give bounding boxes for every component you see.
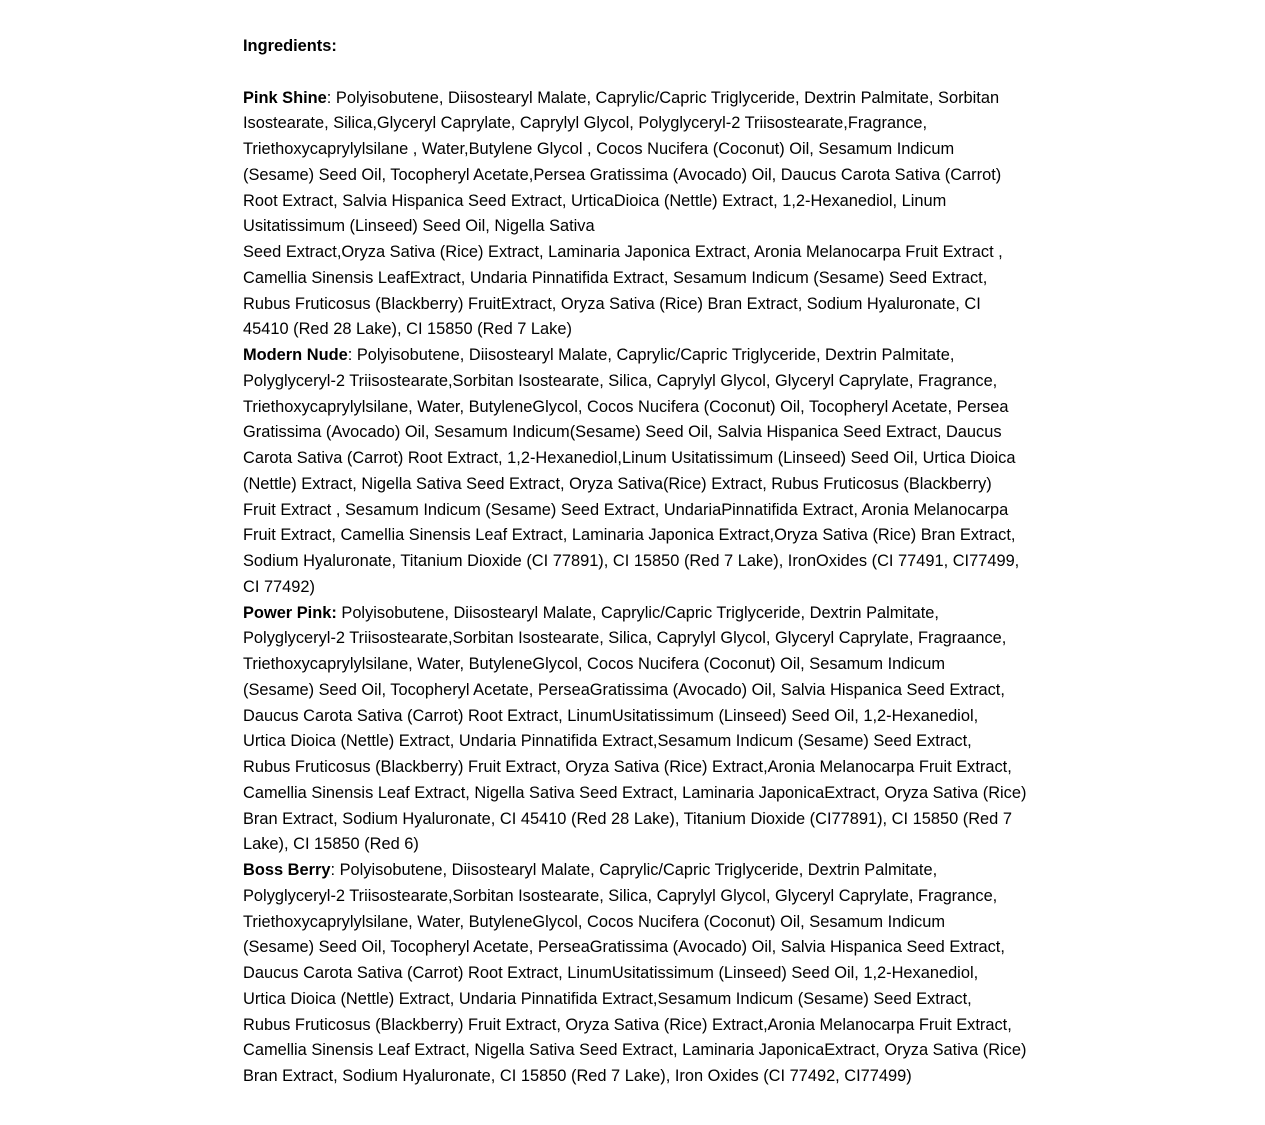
ingredient-line: (Sesame) Seed Oil, Tocopheryl Acetate,Persea Gratissima (Avocado) Oil, Daucus Carota Sativa (Carrot) — [243, 165, 1002, 184]
ingredient-line: (Sesame) Seed Oil, Tocopheryl Acetate, PerseaGratissima (Avocado) Oil, Salvia Hispanica Seed Extract, — [243, 680, 1005, 699]
ingredient-line: Gratissima (Avocado) Oil, Sesamum Indicum(Sesame) Seed Oil, Salvia Hispanica Seed Extract, Daucus — [243, 423, 1002, 442]
ingredient-line: Bran Extract, Sodium Hyaluronate, CI 15850 (Red 7 Lake), Iron Oxides (CI 77492, CI77499) — [243, 1067, 912, 1085]
ingredient-line: CI 77492) — [243, 577, 315, 596]
ingredient-line: Daucus Carota Sativa (Carrot) Root Extract, LinumUsitatissimum (Linseed) Seed Oil, 1,2-Hexanediol, — [243, 964, 979, 982]
product-name: Modern Nude — [243, 346, 348, 364]
ingredient-line: Triethoxycaprylylsilane, Water, ButyleneGlycol, Cocos Nucifera (Coconut) Oil, Sesamum Indicum — [243, 655, 946, 673]
product-boss-berry — [243, 858, 1033, 1090]
ingredient-line: Polyglyceryl-2 Triisostearate,Sorbitan Isostearate, Silica, Caprylyl Glycol, Glyceryl Caprylate, Fragrance, — [243, 886, 998, 905]
ingredient-line: Seed Extract,Oryza Sativa (Rice) Extract, Laminaria Japonica Extract, Aronia Melanocarpa Fruit Extract , — [243, 243, 1003, 261]
ingredient-line: Power Pink: Polyisobutene, Diisostearyl Malate, Caprylic/Capric Triglyceride, Dextrin Palmitate, — [243, 603, 939, 622]
ingredient-line: Fruit Extract, Camellia Sinensis Leaf Extract, Laminaria Japonica Extract,Oryza Sativa (Rice) Bran Extract, — [243, 526, 1016, 545]
ingredient-line: Rubus Fruticosus (Blackberry) FruitExtract, Oryza Sativa (Rice) Bran Extract, Sodium Hyaluronate, CI — [243, 294, 981, 313]
ingredient-line: Camellia Sinensis Leaf Extract, Nigella Sativa Seed Extract, Laminaria JaponicaExtract, Oryza Sativa (Rice) — [243, 783, 1027, 802]
ingredient-line: Boss Berry: Polyisobutene, Diisostearyl Malate, Caprylic/Capric Triglyceride, Dextrin Palmitate, — [243, 861, 938, 879]
ingredient-line: Triethoxycaprylylsilane , Water,Butylene Glycol , Cocos Nucifera (Coconut) Oil, Sesamum Indicum — [243, 140, 955, 158]
ingredient-line: (Sesame) Seed Oil, Tocopheryl Acetate, PerseaGratissima (Avocado) Oil, Salvia Hispanica Seed Extract, — [243, 938, 1005, 957]
ingredient-line: Triethoxycaprylylsilane, Water, ButyleneGlycol, Cocos Nucifera (Coconut) Oil, Tocopheryl Acetate, Persea — [243, 397, 1009, 416]
ingredient-line: Polyglyceryl-2 Triisostearate,Sorbitan Isostearate, Silica, Caprylyl Glycol, Glyceryl Caprylate, Fragrance, — [243, 371, 998, 390]
product-modern-nude — [243, 343, 1033, 601]
product-power-pink — [243, 601, 1033, 859]
ingredient-line: Urtica Dioica (Nettle) Extract, Undaria Pinnatifida Extract,Sesamum Indicum (Sesame) Seed Extract, — [243, 989, 972, 1008]
ingredient-line: Root Extract, Salvia Hispanica Seed Extract, UrticaDioica (Nettle) Extract, 1,2-Hexanediol, Linum — [243, 191, 947, 210]
ingredient-line: Sodium Hyaluronate, Titanium Dioxide (CI 77891), CI 15850 (Red 7 Lake), IronOxides (CI 77491, CI77499, — [243, 552, 1020, 570]
page-title: Ingredients: — [243, 37, 337, 55]
product-name: Power Pink: — [243, 603, 337, 622]
ingredient-line: Lake), CI 15850 (Red 6) — [243, 835, 419, 854]
ingredient-line: Rubus Fruticosus (Blackberry) Fruit Extract, Oryza Sativa (Rice) Extract,Aronia Melanocarpa Fruit Extract, — [243, 758, 1012, 776]
ingredient-line: Usitatissimum (Linseed) Seed Oil, Nigella Sativa — [243, 217, 595, 236]
ingredient-line: Fruit Extract , Sesamum Indicum (Sesame) Seed Extract, UndariaPinnatifida Extract, Aronia Melanocarpa — [243, 500, 1009, 519]
ingredient-line: (Nettle) Extract, Nigella Sativa Seed Extract, Oryza Sativa(Rice) Extract, Rubus Fruticosus (Blackberry) — [243, 474, 992, 493]
ingredient-line: Triethoxycaprylylsilane, Water, ButyleneGlycol, Cocos Nucifera (Coconut) Oil, Sesamum Indicum — [243, 912, 946, 931]
product-pink-shine — [243, 86, 1033, 344]
ingredient-line: Bran Extract, Sodium Hyaluronate, CI 45410 (Red 28 Lake), Titanium Dioxide (CI77891), CI 15850 (Red 7 — [243, 809, 1012, 828]
ingredient-line: Modern Nude: Polyisobutene, Diisostearyl Malate, Caprylic/Capric Triglyceride, Dextrin Palmitate, — [243, 346, 955, 364]
document-body — [243, 34, 1033, 1090]
product-name: Boss Berry — [243, 861, 331, 879]
ingredient-line: Urtica Dioica (Nettle) Extract, Undaria Pinnatifida Extract,Sesamum Indicum (Sesame) Seed Extract, — [243, 732, 972, 751]
ingredient-line: Isostearate, Silica,Glyceryl Caprylate, Caprylyl Glycol, Polyglyceryl-2 Triisostearate,Fragrance, — [243, 114, 928, 133]
ingredient-line: Camellia Sinensis LeafExtract, Undaria Pinnatifida Extract, Sesamum Indicum (Sesame) Seed Extract, — [243, 268, 988, 287]
ingredient-line: Daucus Carota Sativa (Carrot) Root Extract, LinumUsitatissimum (Linseed) Seed Oil, 1,2-Hexanediol, — [243, 706, 979, 725]
ingredient-line: Carota Sativa (Carrot) Root Extract, 1,2-Hexanediol,Linum Usitatissimum (Linseed) Seed Oil, Urtica Dioica — [243, 449, 1016, 467]
ingredient-line: Camellia Sinensis Leaf Extract, Nigella Sativa Seed Extract, Laminaria JaponicaExtract, Oryza Sativa (Rice) — [243, 1041, 1027, 1060]
ingredient-line: 45410 (Red 28 Lake), CI 15850 (Red 7 Lake) — [243, 320, 572, 339]
ingredient-line: Rubus Fruticosus (Blackberry) Fruit Extract, Oryza Sativa (Rice) Extract,Aronia Melanocarpa Fruit Extract, — [243, 1015, 1012, 1034]
product-name: Pink Shine — [243, 88, 327, 107]
ingredient-line: Pink Shine: Polyisobutene, Diisostearyl Malate, Caprylic/Capric Triglyceride, Dextrin Palmitate, Sorbitan — [243, 88, 1000, 107]
ingredient-line: Polyglyceryl-2 Triisostearate,Sorbitan Isostearate, Silica, Caprylyl Glycol, Glyceryl Caprylate, Fragraance, — [243, 629, 1007, 648]
